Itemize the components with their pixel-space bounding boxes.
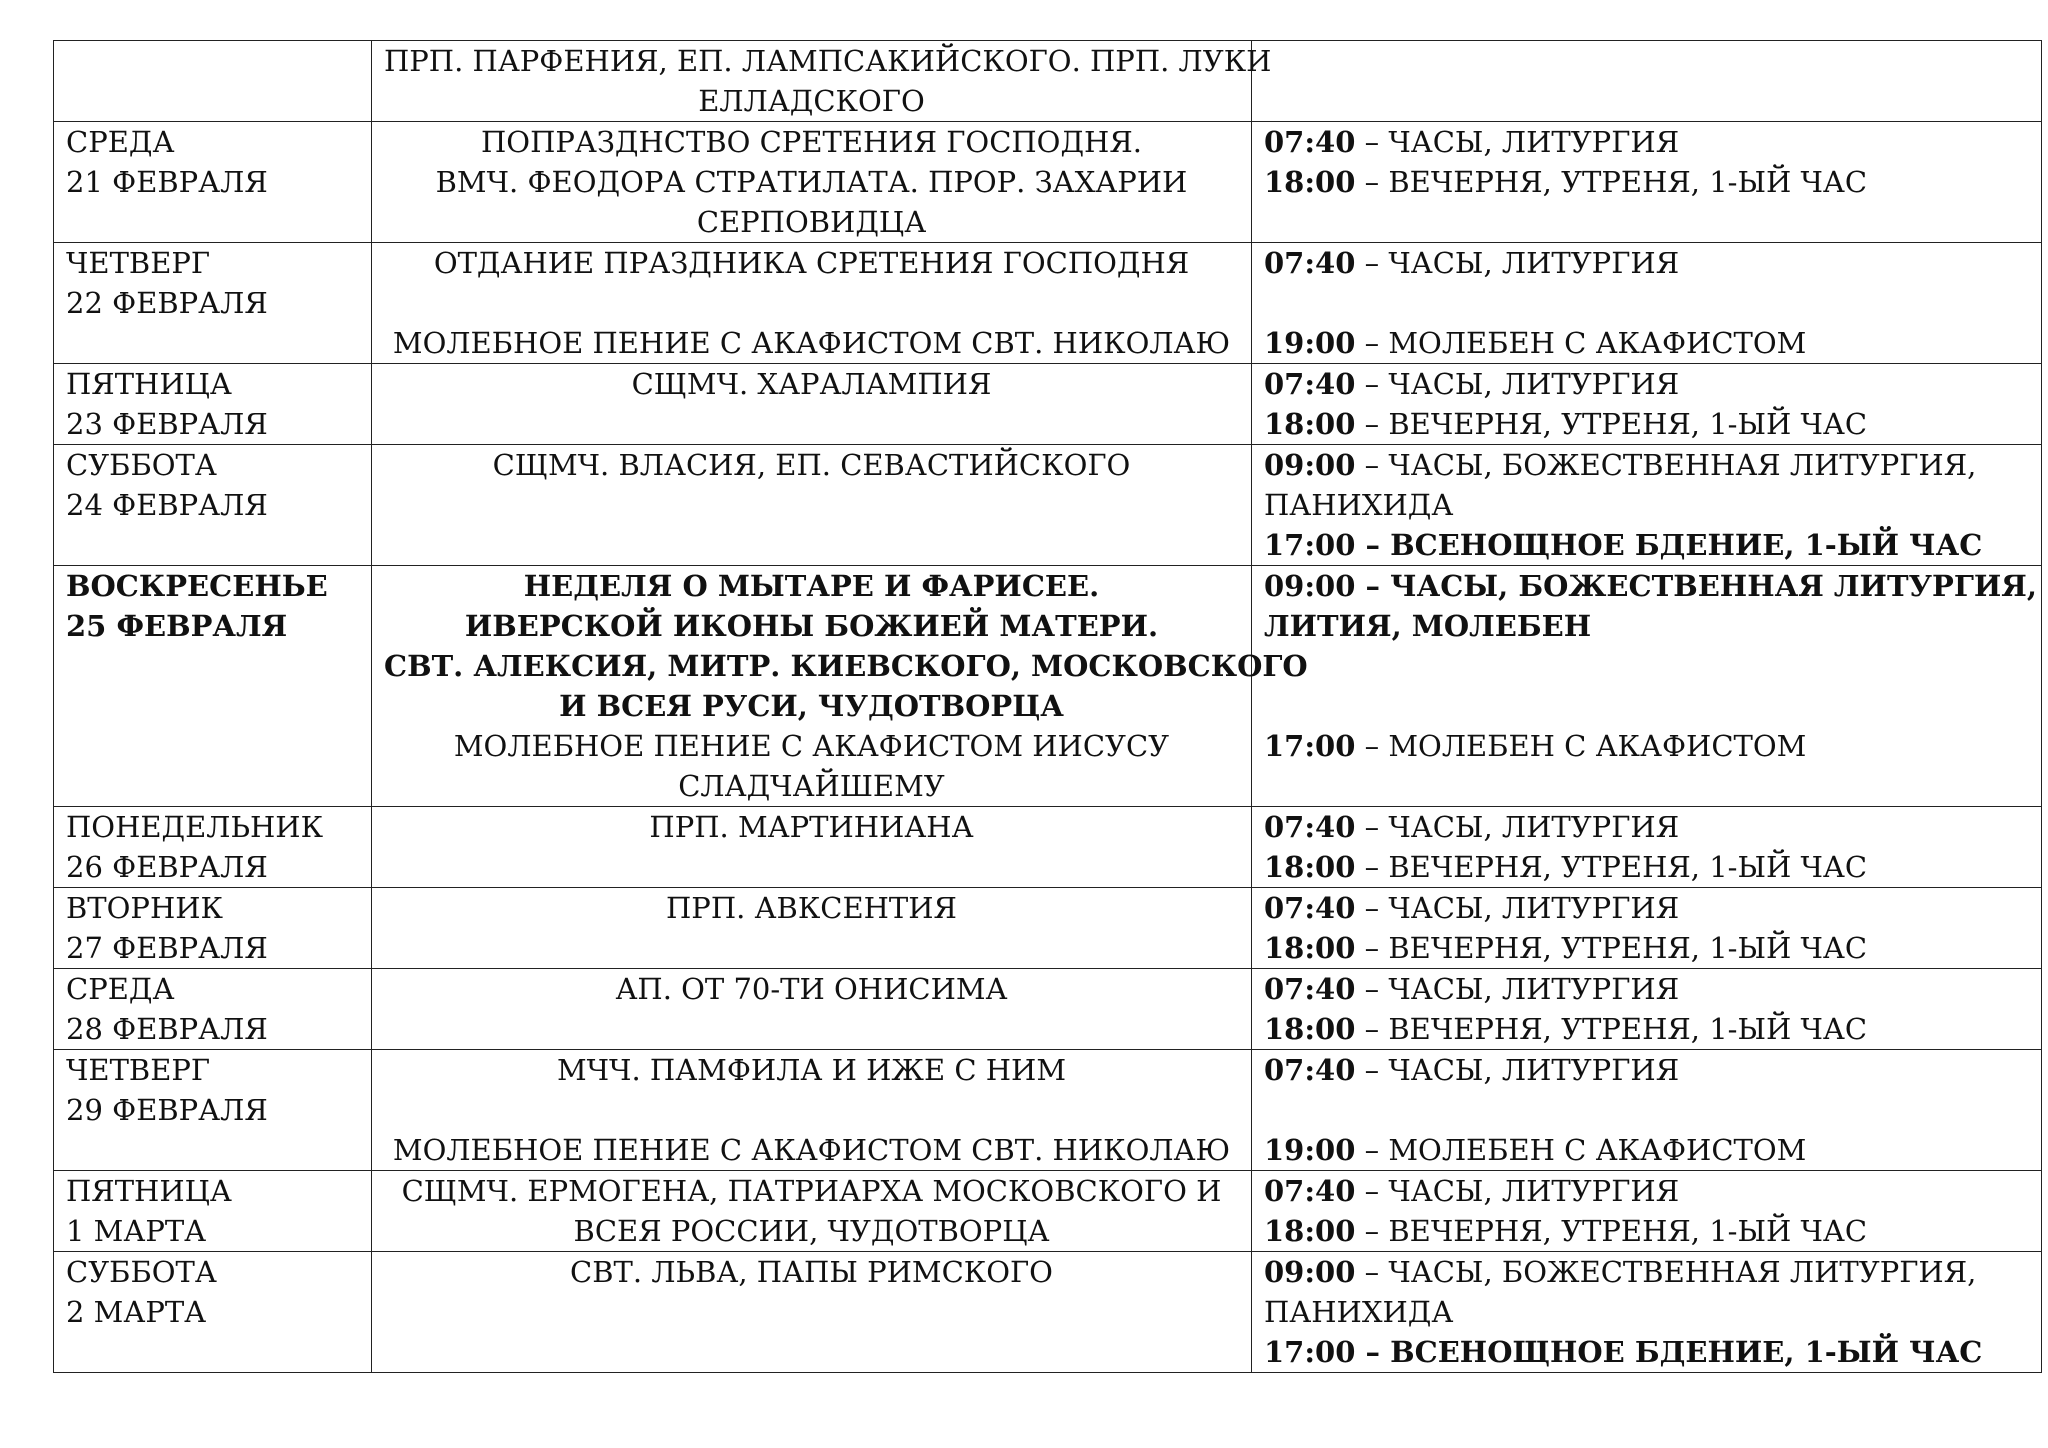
feast-cell: [372, 888, 1252, 969]
service-description: – ВЕЧЕРНЯ, УТРЕНЯ, 1-ЫЙ ЧАС: [1355, 165, 1868, 199]
feast-line: НЕДЕЛЯ О МЫТАРЕ И ФАРИСЕЕ.: [523, 569, 1100, 603]
weekday-label: ВОСКРЕСЕНЬЕ: [66, 569, 328, 603]
date-label: 22 ФЕВРАЛЯ: [66, 286, 268, 320]
service-time: 18:00: [1264, 1214, 1356, 1248]
feast-line: ПРП. ПАРФЕНИЯ, ЕП. ЛАМПСАКИЙСКОГО. ПРП. ЛУКИ: [384, 44, 1272, 78]
schedule-row: [54, 566, 2042, 807]
date-label: 25 ФЕВРАЛЯ: [66, 609, 288, 643]
service-time: 18:00: [1264, 850, 1356, 884]
service-description: – ЧАСЫ, ЛИТУРГИЯ: [1355, 810, 1680, 844]
service-line: [1264, 404, 2029, 444]
service-time: 18:00: [1264, 407, 1356, 441]
feast-line: СЛАДЧАЙШЕМУ: [678, 769, 945, 803]
date-label: 21 ФЕВРАЛЯ: [66, 165, 268, 199]
service-time: 07:40: [1264, 1053, 1356, 1087]
schedule-row: [54, 1050, 2042, 1171]
service-time: 18:00: [1264, 165, 1356, 199]
service-time: 07:40: [1264, 1174, 1356, 1208]
service-line: [1264, 1332, 2029, 1372]
schedule-row: [54, 243, 2042, 364]
weekday-label: СРЕДА: [66, 125, 175, 159]
services-cell: [1252, 888, 2042, 969]
day-cell: [54, 807, 372, 888]
feast-line: ИВЕРСКОЙ ИКОНЫ БОЖИЕЙ МАТЕРИ.: [464, 609, 1159, 643]
service-description: – МОЛЕБЕН С АКАФИСТОМ: [1355, 326, 1807, 360]
feast-line: ОТДАНИЕ ПРАЗДНИКА СРЕТЕНИЯ ГОСПОДНЯ: [433, 246, 1190, 280]
feast-line: [384, 283, 1239, 323]
service-line: [1264, 888, 2029, 928]
feast-cell: [372, 1050, 1252, 1171]
service-time: 17:00: [1264, 729, 1356, 763]
service-line: [1264, 283, 2029, 323]
service-time: 18:00: [1264, 1012, 1356, 1046]
feast-line: СВТ. ЛЬВА, ПАПЫ РИМСКОГО: [570, 1255, 1053, 1289]
service-description: – ЧАСЫ, БОЖЕСТВЕННАЯ ЛИТУРГИЯ,: [1355, 1255, 1977, 1289]
service-line: [1264, 1050, 2029, 1090]
feast-cell: [372, 969, 1252, 1050]
schedule-row: [54, 807, 2042, 888]
service-line: [1264, 162, 2029, 202]
feast-cell: [372, 1252, 1252, 1373]
feast-line: АП. ОТ 70-ТИ ОНИСИМА: [615, 972, 1008, 1006]
feast-cell: [372, 807, 1252, 888]
feast-line: ПРП. АВКСЕНТИЯ: [666, 891, 957, 925]
service-line: [1264, 485, 2029, 525]
feast-line: СЩМЧ. ЕРМОГЕНА, ПАТРИАРХА МОСКОВСКОГО И: [401, 1174, 1222, 1208]
service-line: [1264, 1252, 2029, 1292]
feast-line: ПОПРАЗДНСТВО СРЕТЕНИЯ ГОСПОДНЯ.: [481, 125, 1142, 159]
feast-line: СВТ. АЛЕКСИЯ, МИТР. КИЕВСКОГО, МОСКОВСКОГО: [384, 649, 1308, 683]
weekday-label: ВТОРНИК: [66, 891, 223, 925]
service-description: – ЧАСЫ, ЛИТУРГИЯ: [1355, 972, 1680, 1006]
service-description: – ЧАСЫ, БОЖЕСТВЕННАЯ ЛИТУРГИЯ,: [1355, 569, 2037, 603]
service-line: [1264, 606, 2029, 646]
service-description: – ВЕЧЕРНЯ, УТРЕНЯ, 1-ЫЙ ЧАС: [1355, 407, 1868, 441]
feast-line: СЕРПОВИДЦА: [696, 205, 927, 239]
day-cell: [54, 445, 372, 566]
feast-line: СЩМЧ. ВЛАСИЯ, ЕП. СЕВАСТИЙСКОГО: [492, 448, 1131, 482]
service-line: [1264, 1130, 2029, 1170]
date-label: 27 ФЕВРАЛЯ: [66, 931, 268, 965]
service-description: – ЧАСЫ, ЛИТУРГИЯ: [1355, 1174, 1680, 1208]
schedule-row: [54, 122, 2042, 243]
feast-cell: [372, 445, 1252, 566]
service-time: 09:00: [1264, 569, 1356, 603]
services-cell: [1252, 1050, 2042, 1171]
services-cell: [1252, 122, 2042, 243]
service-description: – ЧАСЫ, БОЖЕСТВЕННАЯ ЛИТУРГИЯ,: [1355, 448, 1977, 482]
date-label: 29 ФЕВРАЛЯ: [66, 1093, 268, 1127]
service-line: [1264, 1211, 2029, 1251]
feast-line: ВМЧ. ФЕОДОРА СТРАТИЛАТА. ПРОР. ЗАХАРИИ: [435, 165, 1188, 199]
weekday-label: ЧЕТВЕРГ: [66, 1053, 211, 1087]
service-description: – ВЕЧЕРНЯ, УТРЕНЯ, 1-ЫЙ ЧАС: [1355, 850, 1868, 884]
feast-cell: [372, 243, 1252, 364]
service-line: [1264, 807, 2029, 847]
service-time: 09:00: [1264, 448, 1356, 482]
schedule-row: [54, 1252, 2042, 1373]
feast-line: ПРП. МАРТИНИАНА: [649, 810, 974, 844]
day-cell: [54, 888, 372, 969]
feast-line: МЧЧ. ПАМФИЛА И ИЖЕ С НИМ: [556, 1053, 1067, 1087]
service-time: 07:40: [1264, 246, 1356, 280]
service-line: [1264, 969, 2029, 1009]
service-line: [1264, 566, 2037, 606]
day-cell: [54, 122, 372, 243]
service-time: 17:00: [1264, 1335, 1356, 1369]
feast-line: МОЛЕБНОЕ ПЕНИЕ С АКАФИСТОМ СВТ. НИКОЛАЮ: [392, 326, 1231, 360]
service-line: [1264, 646, 2029, 686]
weekday-label: СУББОТА: [66, 448, 217, 482]
feast-cell: [372, 41, 1272, 122]
service-line: [1264, 726, 2029, 766]
service-description: ЛИТИЯ, МОЛЕБЕН: [1264, 609, 1592, 643]
service-description: – ВСЕНОЩНОЕ БДЕНИЕ, 1-ЫЙ ЧАС: [1355, 528, 1983, 562]
service-description: – ЧАСЫ, ЛИТУРГИЯ: [1355, 367, 1680, 401]
service-time: 07:40: [1264, 891, 1356, 925]
weekday-label: ПОНЕДЕЛЬНИК: [66, 810, 324, 844]
services-cell: [1252, 807, 2042, 888]
day-cell: [54, 364, 372, 445]
day-cell: [54, 1252, 372, 1373]
feast-line: ЕЛЛАДСКОГО: [698, 84, 925, 118]
service-description: – МОЛЕБЕН С АКАФИСТОМ: [1355, 729, 1807, 763]
service-time: 17:00: [1264, 528, 1356, 562]
service-line: [1264, 445, 2029, 485]
schedule-row: [54, 41, 2042, 122]
service-line: [1264, 847, 2029, 887]
service-line: [1264, 1171, 2029, 1211]
schedule-sheet: [53, 40, 2041, 1373]
service-line: [1264, 686, 2029, 726]
feast-cell: [372, 1171, 1252, 1252]
service-time: 18:00: [1264, 931, 1356, 965]
feast-cell: [372, 566, 1308, 807]
feast-line: СЩМЧ. ХАРАЛАМПИЯ: [631, 367, 992, 401]
feast-line: МОЛЕБНОЕ ПЕНИЕ С АКАФИСТОМ СВТ. НИКОЛАЮ: [392, 1133, 1231, 1167]
service-line: [1264, 928, 2029, 968]
service-description: – ЧАСЫ, ЛИТУРГИЯ: [1355, 1053, 1680, 1087]
service-description: ПАНИХИДА: [1264, 1295, 1454, 1329]
service-line: [1264, 323, 2029, 363]
service-line: [1264, 1292, 2029, 1332]
feast-cell: [372, 364, 1252, 445]
service-description: – ВЕЧЕРНЯ, УТРЕНЯ, 1-ЫЙ ЧАС: [1355, 1214, 1868, 1248]
schedule-body: [54, 41, 2042, 1373]
service-description: ПАНИХИДА: [1264, 488, 1454, 522]
service-time: 07:40: [1264, 810, 1356, 844]
feast-line: [384, 1090, 1239, 1130]
service-description: – ЧАСЫ, ЛИТУРГИЯ: [1355, 246, 1680, 280]
service-schedule-table: [53, 40, 2042, 1373]
day-cell: [54, 969, 372, 1050]
weekday-label: ЧЕТВЕРГ: [66, 246, 211, 280]
service-time: 07:40: [1264, 367, 1356, 401]
weekday-label: СРЕДА: [66, 972, 175, 1006]
feast-line: И ВСЕЯ РУСИ, ЧУДОТВОРЦА: [559, 689, 1064, 723]
services-cell: [1252, 1171, 2042, 1252]
service-time: 19:00: [1264, 1133, 1356, 1167]
day-cell: [54, 1050, 372, 1171]
service-time: 07:40: [1264, 125, 1356, 159]
service-line: [1264, 525, 2029, 565]
weekday-label: СУББОТА: [66, 1255, 217, 1289]
schedule-row: [54, 888, 2042, 969]
service-time: 19:00: [1264, 326, 1356, 360]
date-label: 28 ФЕВРАЛЯ: [66, 1012, 268, 1046]
services-cell: [1252, 243, 2042, 364]
day-cell: [54, 1171, 372, 1252]
services-cell: [1252, 445, 2042, 566]
service-line: [1264, 243, 2029, 283]
weekday-label: ПЯТНИЦА: [66, 367, 232, 401]
service-description: – ЧАСЫ, ЛИТУРГИЯ: [1355, 125, 1680, 159]
service-line: [1264, 122, 2029, 162]
service-description: – ВСЕНОЩНОЕ БДЕНИЕ, 1-ЫЙ ЧАС: [1355, 1335, 1983, 1369]
service-line: [1264, 1090, 2029, 1130]
service-line: [1264, 1009, 2029, 1049]
service-time: 07:40: [1264, 972, 1356, 1006]
schedule-row: [54, 969, 2042, 1050]
date-label: 24 ФЕВРАЛЯ: [66, 488, 268, 522]
feast-line: ВСЕЯ РОССИИ, ЧУДОТВОРЦА: [573, 1214, 1050, 1248]
services-cell: [1252, 566, 2042, 807]
services-cell: [1252, 969, 2042, 1050]
schedule-row: [54, 364, 2042, 445]
day-cell: [54, 566, 372, 807]
service-description: – ВЕЧЕРНЯ, УТРЕНЯ, 1-ЫЙ ЧАС: [1355, 931, 1868, 965]
services-cell: [1252, 1252, 2042, 1373]
schedule-row: [54, 445, 2042, 566]
date-label: 2 МАРТА: [66, 1295, 207, 1329]
day-cell: [54, 41, 372, 122]
service-description: – ВЕЧЕРНЯ, УТРЕНЯ, 1-ЫЙ ЧАС: [1355, 1012, 1868, 1046]
feast-line: МОЛЕБНОЕ ПЕНИЕ С АКАФИСТОМ ИИСУСУ: [453, 729, 1170, 763]
date-label: 1 МАРТА: [66, 1214, 207, 1248]
services-cell: [1252, 364, 2042, 445]
date-label: 26 ФЕВРАЛЯ: [66, 850, 268, 884]
schedule-row: [54, 1171, 2042, 1252]
feast-cell: [372, 122, 1252, 243]
weekday-label: ПЯТНИЦА: [66, 1174, 232, 1208]
service-description: – ЧАСЫ, ЛИТУРГИЯ: [1355, 891, 1680, 925]
date-label: 23 ФЕВРАЛЯ: [66, 407, 268, 441]
service-description: – МОЛЕБЕН С АКАФИСТОМ: [1355, 1133, 1807, 1167]
service-line: [1264, 364, 2029, 404]
service-time: 09:00: [1264, 1255, 1356, 1289]
services-cell: [1252, 41, 2042, 122]
day-cell: [54, 243, 372, 364]
